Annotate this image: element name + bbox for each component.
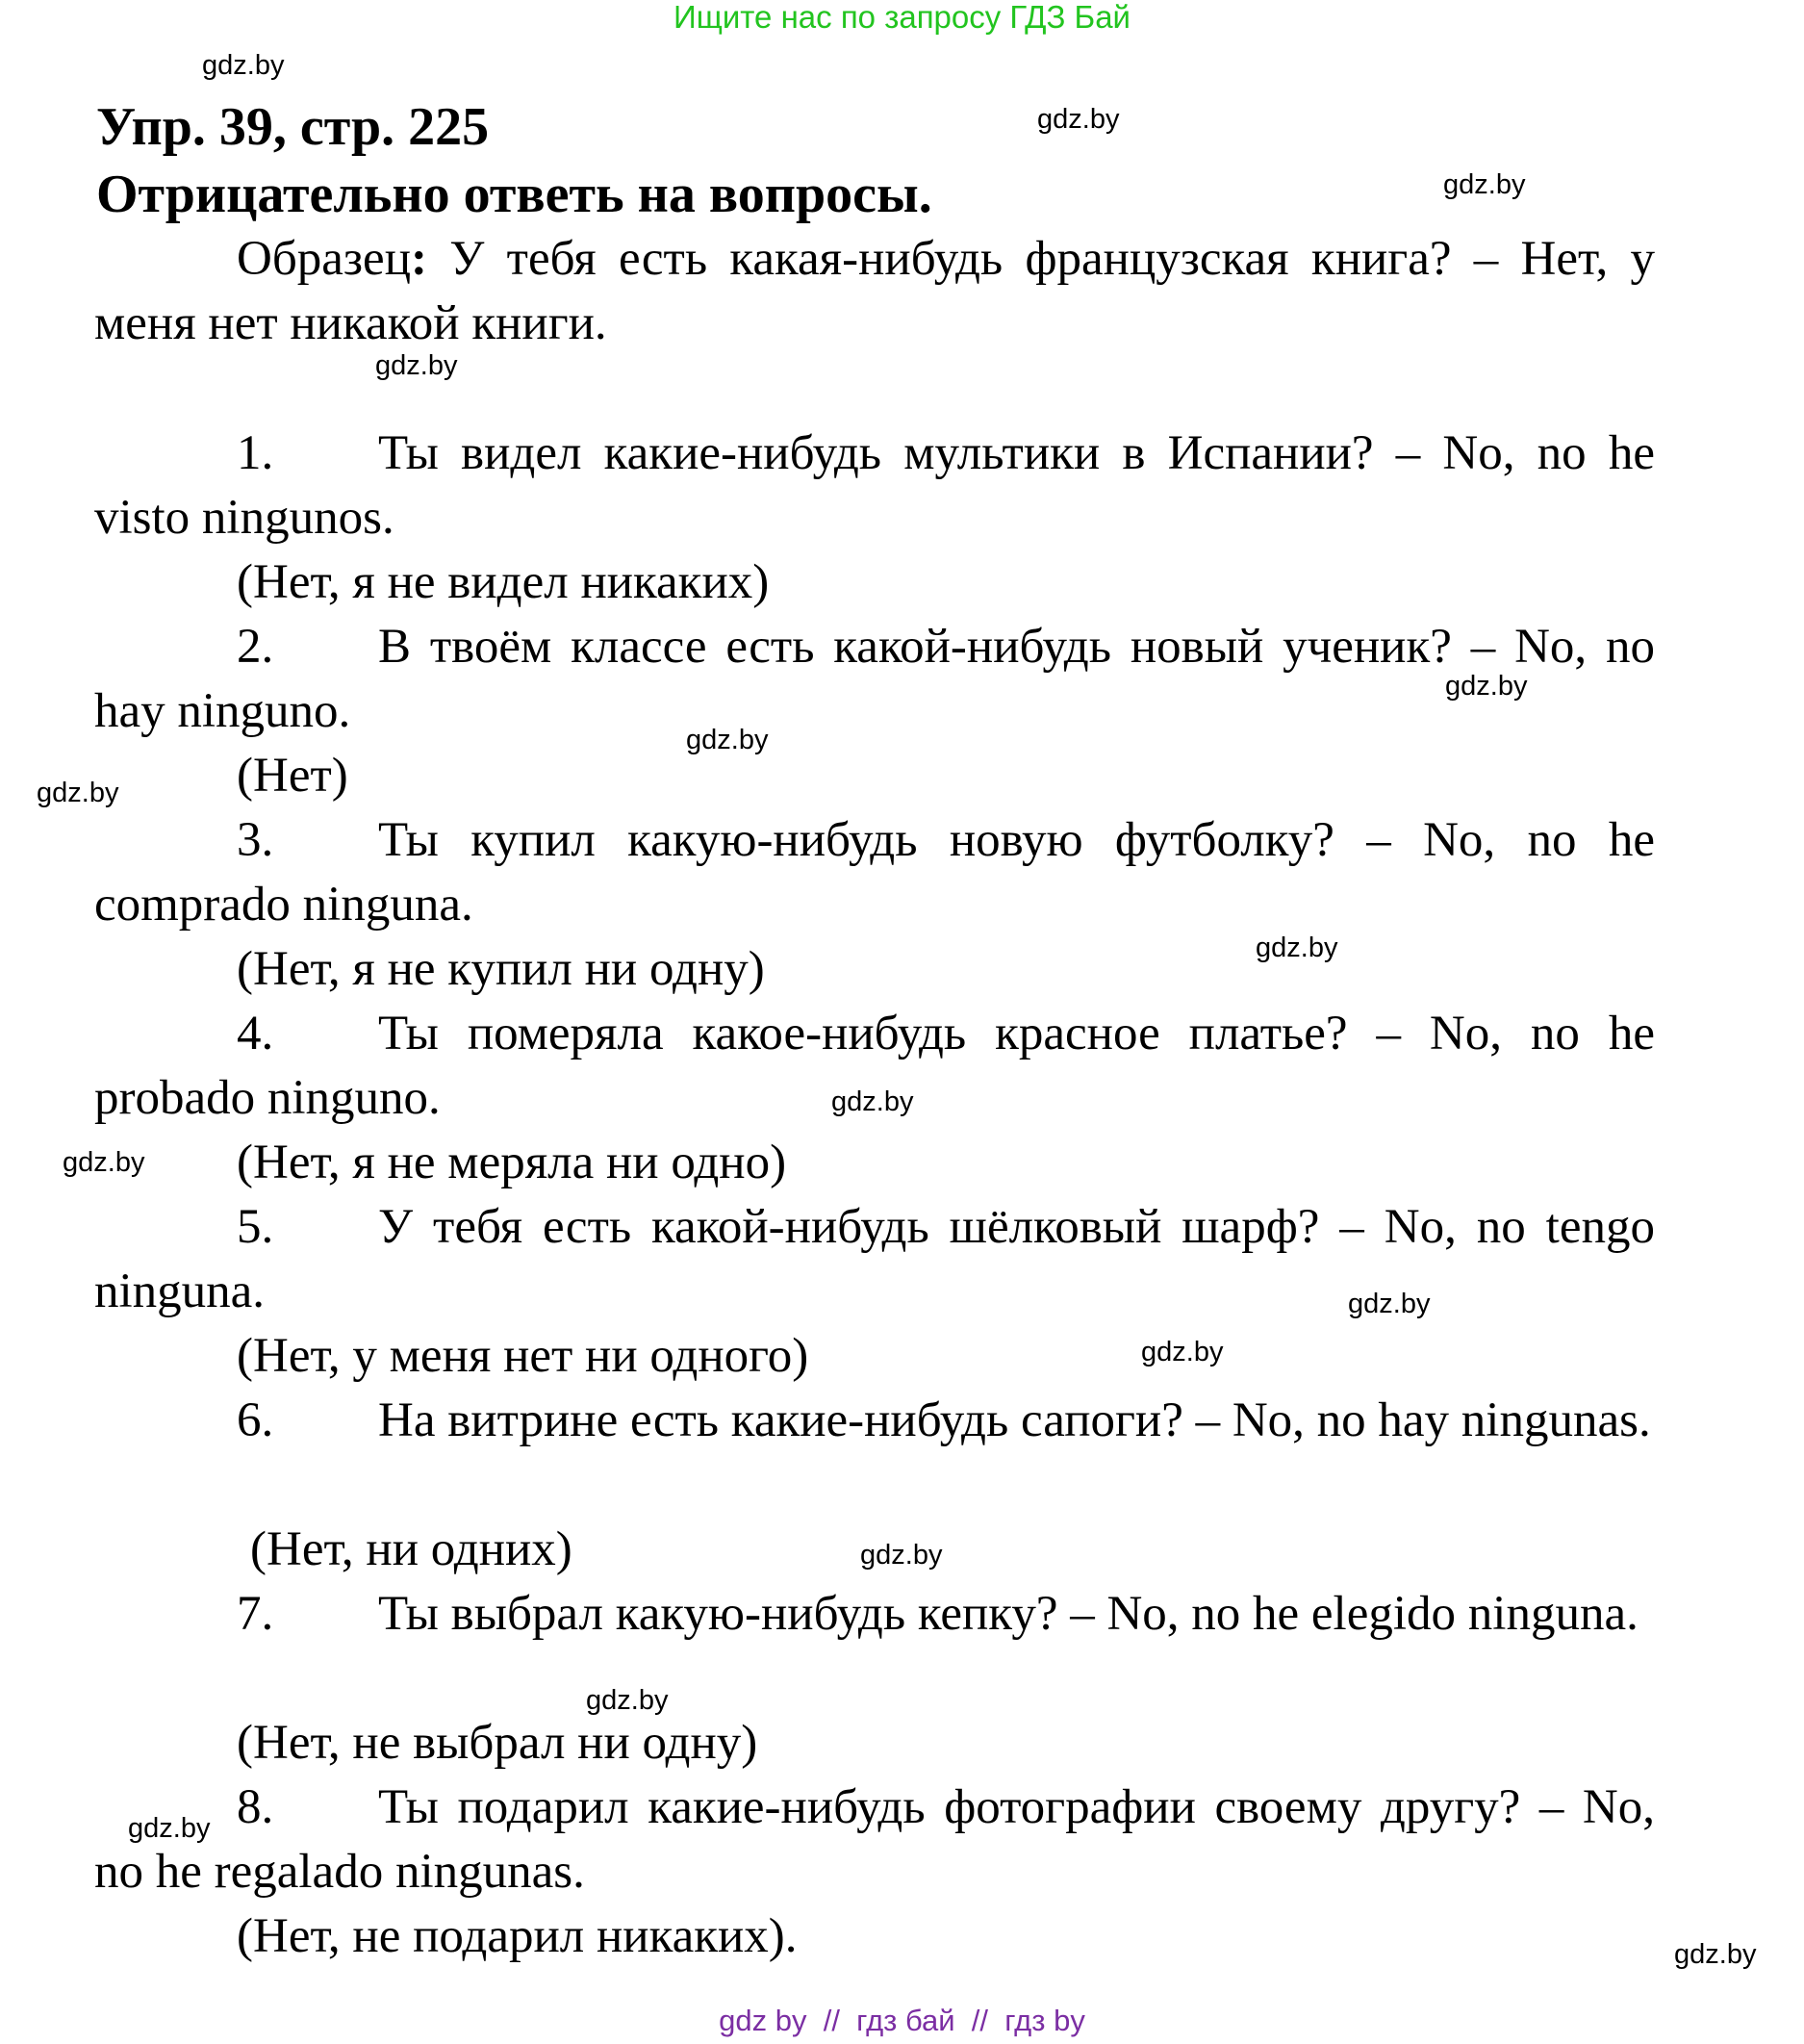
item-number: 4. (237, 1007, 274, 1060)
item-text: На витрине есть какие-нибудь сапоги? – No, no hay ningunas. (378, 1393, 1651, 1447)
watermark: gdz.by (37, 778, 119, 808)
example-text: У тебя есть какая-нибудь французская книга? – Нет, у меня нет никакой книги. (94, 232, 1655, 350)
list-item (94, 1582, 1655, 1647)
watermark: gdz.by (686, 725, 769, 755)
watermark: gdz.by (1348, 1289, 1431, 1319)
watermark: gdz.by (1445, 671, 1528, 702)
list-item (94, 1776, 1655, 1904)
item-text: Ты померяла какое-нибудь красное платье? – No, no he probado ninguno. (94, 1007, 1655, 1125)
search-banner[interactable]: Ищите нас по запросу ГДЗ Бай (673, 0, 1131, 35)
exercise-title: Упр. 39, стр. 225 (96, 97, 490, 157)
watermark: gdz.by (375, 350, 458, 381)
example-colon: : (411, 232, 427, 286)
item-number: 5. (237, 1200, 274, 1254)
watermark: gdz.by (1037, 104, 1120, 135)
item-number: 6. (237, 1393, 274, 1447)
watermark: gdz.by (1443, 169, 1526, 200)
item-number: 1. (237, 426, 274, 480)
footer-links[interactable]: gdz by // гдз бай // гдз by (719, 2004, 1085, 2037)
list-item (94, 422, 1655, 550)
item-number: 3. (237, 813, 274, 867)
item-number: 2. (237, 620, 274, 674)
list-item (94, 1389, 1655, 1453)
item-translation: (Нет, не подарил никаких). (237, 1909, 798, 1963)
item-translation: (Нет, ни одних) (250, 1522, 572, 1576)
exercise-instruction: Отрицательно ответь на вопросы. (96, 165, 932, 224)
item-text: Ты подарил какие-нибудь фотографии своему другу? – No, no he regalado ningunas. (94, 1780, 1655, 1899)
watermark: gdz.by (63, 1147, 145, 1178)
watermark: gdz.by (1256, 933, 1338, 963)
watermark: gdz.by (1141, 1337, 1224, 1367)
list-item (94, 808, 1655, 937)
item-text: Ты выбрал какую-нибудь кепку? – No, no he elegido ninguna. (378, 1587, 1639, 1641)
item-text: В твоём классе есть какой-нибудь новый ученик? – No, no hay ninguno. (94, 620, 1655, 738)
item-translation: (Нет, я не купил ни одну) (237, 942, 765, 996)
watermark: gdz.by (202, 50, 285, 81)
watermark: gdz.by (1674, 1939, 1757, 1970)
example-label: Образец (237, 232, 411, 286)
item-number: 7. (237, 1587, 274, 1641)
item-text: Ты купил какую-нибудь новую футболку? – No, no he comprado ninguna. (94, 813, 1655, 932)
watermark: gdz.by (128, 1813, 211, 1844)
item-number: 8. (237, 1780, 274, 1834)
item-translation: (Нет, не выбрал ни одну) (237, 1716, 758, 1770)
watermark: gdz.by (860, 1540, 943, 1571)
item-text: У тебя есть какой-нибудь шёлковый шарф? – No, no tengo ninguna. (94, 1200, 1655, 1318)
list-item (94, 615, 1655, 744)
watermark: gdz.by (586, 1685, 669, 1716)
item-translation: (Нет, я не видел никаких) (237, 555, 770, 609)
watermark: gdz.by (831, 1086, 914, 1117)
item-translation: (Нет, у меня нет ни одного) (237, 1329, 809, 1383)
example-paragraph (94, 227, 1655, 356)
item-translation: (Нет) (237, 749, 348, 803)
item-text: Ты видел какие-нибудь мультики в Испании? – No, no he visto ningunos. (94, 426, 1655, 545)
item-translation: (Нет, я не меряла ни одно) (237, 1136, 787, 1189)
